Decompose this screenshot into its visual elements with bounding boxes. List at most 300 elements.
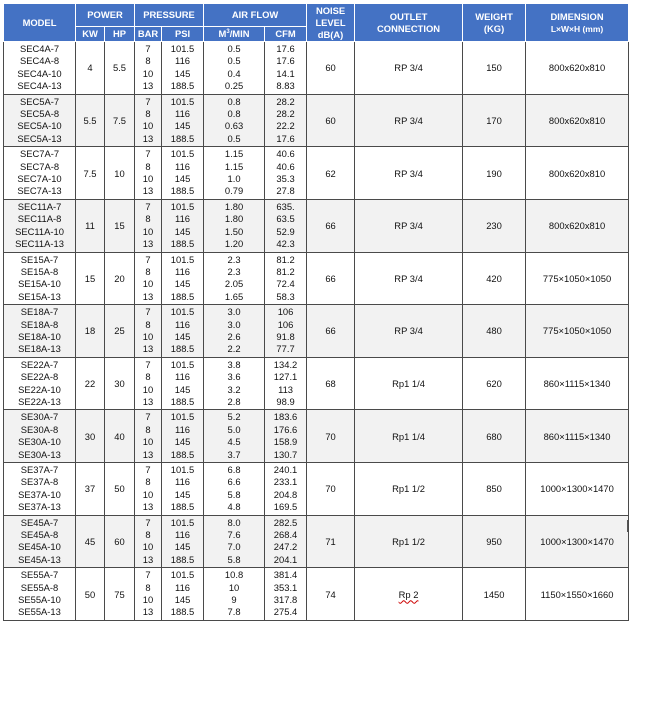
table-body: [4, 42, 629, 621]
noise-level-cell: [307, 94, 355, 147]
weight-cell: [463, 410, 526, 463]
psi-line: 116: [175, 108, 190, 120]
model-line: SEC11A-10: [15, 225, 64, 237]
power-kw-value: 45: [84, 535, 96, 547]
noise-level-value: 60: [325, 62, 336, 74]
air-flow-cfm-line: 81.2: [276, 253, 295, 265]
bar-cell: [135, 568, 162, 621]
power-hp-value: 60: [114, 535, 125, 547]
model-cell: [4, 305, 76, 358]
bar-line: 10: [142, 541, 154, 553]
header-cfm: CFM: [265, 27, 307, 42]
air-flow-cfm-cell: [265, 410, 307, 463]
air-flow-cfm-line: 106: [277, 318, 294, 330]
bar-line: 8: [145, 265, 151, 277]
air-flow-cfm-line: 42.3: [276, 238, 295, 250]
bar-line: 8: [145, 423, 151, 435]
psi-line: 116: [175, 581, 190, 593]
psi-line: 145: [174, 594, 191, 606]
air-flow-m3-line: 3.8: [227, 358, 241, 370]
air-flow-m3-cell: [204, 463, 265, 516]
dimension-cell: [526, 94, 629, 147]
dimension-value: 1000×1300×1470: [540, 483, 614, 495]
model-group-row: [4, 515, 629, 568]
power-hp-cell: [105, 463, 135, 516]
power-hp-value: 30: [114, 378, 125, 390]
weight-value: 1450: [483, 588, 505, 600]
bar-line: 7: [145, 358, 151, 370]
air-flow-m3-cell: [204, 568, 265, 621]
bar-line: 13: [142, 553, 154, 565]
air-flow-m3-cell: [204, 357, 265, 410]
power-hp-cell: [105, 252, 135, 305]
bar-line: 10: [142, 330, 154, 342]
air-flow-m3-line: 8.0: [227, 516, 241, 528]
model-line: SE30A-13: [18, 448, 61, 460]
air-flow-m3-line: 2.3: [227, 253, 241, 265]
model-line: SE55A-10: [18, 594, 61, 606]
air-flow-cfm-line: 381.4: [273, 569, 298, 581]
dimension-cell: [526, 410, 629, 463]
dimension-value: 800x620x810: [548, 220, 606, 232]
air-flow-m3-line: 1.50: [224, 225, 244, 237]
power-kw-cell: [76, 252, 105, 305]
air-flow-cfm-line: 317.8: [273, 594, 298, 606]
header-weight-line-1: WEIGHT: [475, 10, 513, 22]
bar-line: 8: [145, 55, 151, 67]
air-flow-m3-line: 3.7: [227, 448, 241, 460]
power-hp-value: 40: [114, 430, 125, 442]
model-line: SEC7A-10: [17, 173, 62, 185]
air-flow-cfm-line: 28.2: [276, 108, 295, 120]
power-kw-cell: [76, 515, 105, 568]
header-psi: PSI: [162, 27, 204, 42]
air-flow-cfm-line: 52.9: [276, 225, 295, 237]
header-m3-superscript: 3: [226, 28, 230, 35]
air-flow-m3-line: 0.4: [227, 67, 241, 79]
power-hp-cell: [105, 147, 135, 200]
psi-line: 101.5: [170, 358, 195, 370]
power-hp-value: 25: [114, 325, 125, 337]
air-flow-m3-line: 0.5: [227, 43, 241, 54]
air-flow-cfm-line: 169.5: [273, 501, 298, 513]
power-kw-cell: [76, 568, 105, 621]
model-line: SEC11A-13: [15, 238, 64, 250]
model-line: SE18A-10: [18, 330, 61, 342]
noise-level-value: 71: [325, 535, 336, 547]
air-flow-m3-line: 10: [228, 581, 240, 593]
header-weight-line-2: (KG): [483, 22, 505, 34]
weight-value: 230: [486, 220, 502, 232]
bar-line: 8: [145, 213, 151, 225]
model-line: SE45A-8: [20, 529, 59, 541]
outlet-connection-cell: [355, 252, 463, 305]
power-kw-cell: [76, 94, 105, 147]
weight-cell: [463, 147, 526, 200]
power-hp-cell: [105, 94, 135, 147]
bar-cell: [135, 147, 162, 200]
outlet-connection-cell: [355, 568, 463, 621]
weight-cell: [463, 252, 526, 305]
air-flow-m3-line: 5.2: [227, 411, 241, 423]
dimension-cell: [526, 252, 629, 305]
dimension-cell: [526, 515, 629, 568]
air-flow-m3-line: 1.15: [224, 160, 244, 172]
weight-value: 420: [486, 272, 502, 284]
outlet-connection-value: RP 3/4: [394, 220, 423, 232]
psi-cell: [162, 199, 204, 252]
psi-line: 101.5: [170, 43, 195, 54]
bar-cell: [135, 199, 162, 252]
bar-line: 13: [142, 80, 154, 92]
bar-line: 7: [145, 253, 151, 265]
air-flow-cfm-cell: [265, 199, 307, 252]
psi-line: 145: [174, 436, 191, 448]
dimension-value: 1150×1550×1660: [540, 588, 614, 600]
psi-line: 101.5: [170, 569, 195, 581]
power-hp-value: 10: [114, 167, 125, 179]
bar-line: 8: [145, 529, 151, 541]
outlet-connection-cell: [355, 515, 463, 568]
model-line: SE15A-13: [18, 290, 61, 302]
psi-line: 145: [174, 225, 191, 237]
model-line: SEC7A-7: [19, 148, 60, 160]
model-line: SE15A-10: [18, 278, 61, 290]
air-flow-m3-line: 0.5: [227, 55, 241, 67]
model-line: SEC5A-10: [17, 120, 62, 132]
bar-line: 7: [145, 43, 151, 54]
header-noise-line-1: NOISE: [315, 4, 346, 16]
air-flow-cfm-line: 81.2: [276, 265, 295, 277]
power-hp-value: 7.5: [112, 114, 127, 126]
bar-line: 10: [142, 488, 154, 500]
air-flow-cfm-line: 113: [278, 383, 294, 395]
bar-line: 13: [142, 290, 154, 302]
air-flow-cfm-line: 204.8: [273, 488, 298, 500]
bar-cell: [135, 94, 162, 147]
bar-line: 13: [142, 395, 154, 407]
air-flow-cfm-line: 247.2: [273, 541, 298, 553]
model-group-row: [4, 410, 629, 463]
psi-line: 101.5: [170, 411, 195, 423]
bar-line: 10: [142, 120, 154, 132]
air-flow-m3-line: 3.2: [227, 383, 241, 395]
outlet-connection-value: RP 3/4: [394, 325, 423, 337]
power-hp-value: 75: [114, 588, 125, 600]
psi-cell: [162, 147, 204, 200]
bar-line: 7: [145, 95, 151, 107]
noise-level-cell: [307, 252, 355, 305]
dimension-value: 800x620x810: [548, 167, 606, 179]
model-line: SEC5A-8: [19, 108, 60, 120]
outlet-connection-value: RP 3/4: [394, 114, 423, 126]
model-cell: [4, 515, 76, 568]
header-outlet-connection: [355, 4, 463, 42]
psi-line: 116: [175, 371, 190, 383]
model-line: SE37A-10: [18, 488, 61, 500]
psi-line: 188.5: [170, 448, 195, 460]
bar-cell: [135, 42, 162, 95]
bar-line: 10: [142, 594, 154, 606]
air-flow-cfm-line: 27.8: [276, 185, 295, 197]
dimension-cell: [526, 568, 629, 621]
air-flow-cfm-line: 77.7: [276, 343, 295, 355]
air-flow-cfm-line: 635.: [276, 200, 295, 212]
outlet-connection-cell: [355, 305, 463, 358]
air-flow-cfm-line: 275.4: [273, 606, 298, 618]
air-flow-cfm-line: 14.1: [276, 67, 295, 79]
bar-line: 13: [142, 606, 154, 618]
psi-line: 188.5: [170, 501, 195, 513]
air-flow-cfm-cell: [265, 568, 307, 621]
bar-line: 8: [145, 371, 151, 383]
psi-cell: [162, 410, 204, 463]
model-line: SEC7A-8: [19, 160, 60, 172]
header-noise-level: [307, 4, 355, 42]
power-kw-value: 50: [84, 588, 96, 600]
air-flow-m3-line: 9: [231, 594, 237, 606]
outlet-connection-cell: [355, 357, 463, 410]
model-line: SEC4A-8: [19, 55, 60, 67]
dimension-value: 800x620x810: [548, 62, 606, 74]
power-kw-cell: [76, 147, 105, 200]
weight-cell: [463, 568, 526, 621]
weight-cell: [463, 515, 526, 568]
model-line: SEC4A-13: [17, 80, 62, 92]
model-line: SEC4A-10: [17, 67, 62, 79]
psi-line: 188.5: [170, 553, 195, 565]
header-outlet-line-1: OUTLET: [389, 10, 428, 22]
model-cell: [4, 252, 76, 305]
model-group-row: [4, 463, 629, 516]
model-group-row: [4, 305, 629, 358]
air-flow-m3-line: 3.0: [227, 306, 241, 318]
model-group-row: [4, 42, 629, 95]
weight-cell: [463, 42, 526, 95]
air-flow-cfm-cell: [265, 94, 307, 147]
model-line: SE22A-13: [18, 395, 61, 407]
noise-level-cell: [307, 42, 355, 95]
weight-value: 620: [486, 378, 502, 390]
noise-level-value: 70: [325, 483, 336, 495]
model-line: SE22A-8: [20, 371, 59, 383]
air-flow-m3-line: 6.6: [227, 476, 241, 488]
model-line: SE55A-13: [18, 606, 61, 618]
noise-level-value: 66: [325, 272, 336, 284]
bar-line: 7: [145, 516, 151, 528]
bar-cell: [135, 515, 162, 568]
model-line: SE45A-10: [18, 541, 61, 553]
power-kw-cell: [76, 199, 105, 252]
model-line: SEC4A-7: [19, 43, 60, 54]
model-line: SE18A-8: [20, 318, 59, 330]
power-hp-cell: [105, 568, 135, 621]
noise-level-value: 68: [325, 378, 336, 390]
noise-level-cell: [307, 305, 355, 358]
power-kw-value: 15: [84, 272, 96, 284]
power-kw-cell: [76, 463, 105, 516]
psi-cell: [162, 568, 204, 621]
power-kw-value: 5.5: [83, 114, 97, 126]
model-line: SE37A-7: [20, 464, 59, 475]
air-flow-m3-line: 4.5: [227, 436, 241, 448]
air-flow-cfm-line: 63.5: [276, 213, 295, 225]
air-flow-cfm-cell: [265, 463, 307, 516]
air-flow-m3-line: 5.0: [227, 423, 241, 435]
psi-line: 116: [175, 318, 190, 330]
bar-line: 8: [145, 318, 151, 330]
air-flow-cfm-line: 35.3: [276, 173, 295, 185]
psi-line: 116: [175, 476, 190, 488]
air-flow-m3-cell: [204, 147, 265, 200]
weight-value: 480: [486, 325, 502, 337]
air-flow-m3-line: 1.15: [224, 148, 244, 160]
compressor-spec-table: [3, 3, 629, 621]
bar-line: 13: [142, 185, 154, 197]
air-flow-m3-line: 0.25: [224, 80, 244, 92]
model-group-row: [4, 568, 629, 621]
weight-value: 190: [486, 167, 502, 179]
psi-cell: [162, 42, 204, 95]
psi-line: 145: [174, 173, 191, 185]
outlet-connection-cell: [355, 94, 463, 147]
outlet-connection-cell: [355, 199, 463, 252]
noise-level-cell: [307, 147, 355, 200]
weight-value: 850: [486, 483, 502, 495]
header-dimension-line-1: DIMENSION: [550, 10, 604, 22]
noise-level-value: 62: [325, 167, 336, 179]
air-flow-m3-line: 1.80: [224, 200, 244, 212]
air-flow-m3-cell: [204, 94, 265, 147]
noise-level-value: 66: [325, 325, 336, 337]
model-group-row: [4, 147, 629, 200]
model-line: SE15A-8: [20, 265, 59, 277]
air-flow-m3-line: 2.2: [227, 343, 241, 355]
psi-line: 188.5: [170, 80, 195, 92]
power-kw-value: 11: [85, 220, 95, 232]
spec-sheet: [3, 3, 629, 621]
air-flow-m3-line: 0.5: [227, 132, 241, 144]
air-flow-cfm-line: 204.1: [273, 553, 298, 565]
psi-line: 188.5: [170, 185, 195, 197]
header-m3-unit: /MIN: [229, 28, 250, 39]
model-line: SEC11A-7: [17, 200, 62, 212]
bar-line: 8: [145, 476, 151, 488]
model-line: SE30A-8: [20, 423, 59, 435]
air-flow-cfm-cell: [265, 357, 307, 410]
outlet-connection-cell: [355, 147, 463, 200]
model-line: SE22A-10: [18, 383, 61, 395]
model-line: SE30A-10: [18, 436, 61, 448]
header-pressure: PRESSURE: [135, 4, 204, 27]
psi-line: 116: [175, 213, 190, 225]
dimension-cell: [526, 357, 629, 410]
air-flow-cfm-line: 240.1: [273, 464, 298, 475]
psi-line: 101.5: [170, 200, 195, 212]
air-flow-cfm-line: 91.8: [276, 330, 295, 342]
bar-cell: [135, 305, 162, 358]
dimension-cell: [526, 42, 629, 95]
noise-level-cell: [307, 410, 355, 463]
model-group-row: [4, 199, 629, 252]
air-flow-m3-line: 1.80: [224, 213, 244, 225]
dimension-value: 800x620x810: [548, 114, 606, 126]
header-dimension: [526, 4, 629, 42]
air-flow-m3-cell: [204, 42, 265, 95]
bar-cell: [135, 357, 162, 410]
model-line: SE55A-8: [20, 581, 59, 593]
power-kw-value: 37: [84, 483, 96, 495]
outlet-connection-value: Rp 2: [398, 588, 419, 600]
air-flow-m3-line: 2.8: [227, 395, 241, 407]
power-kw-value: 4: [87, 62, 93, 74]
psi-line: 145: [174, 278, 191, 290]
air-flow-m3-cell: [204, 305, 265, 358]
outlet-connection-value: Rp1 1/4: [392, 430, 425, 442]
model-cell: [4, 42, 76, 95]
model-cell: [4, 94, 76, 147]
header-model: MODEL: [4, 4, 76, 42]
outlet-connection-cell: [355, 410, 463, 463]
air-flow-m3-line: 1.20: [224, 238, 244, 250]
power-hp-value: 15: [114, 220, 125, 232]
air-flow-m3-line: 2.3: [227, 265, 241, 277]
air-flow-m3-cell: [204, 410, 265, 463]
power-hp-value: 50: [114, 483, 125, 495]
model-group-row: [4, 252, 629, 305]
outlet-connection-value: Rp1 1/4: [392, 378, 425, 390]
air-flow-cfm-line: 282.5: [273, 516, 298, 528]
power-kw-cell: [76, 42, 105, 95]
dimension-value: 1000×1300×1470: [540, 535, 614, 547]
air-flow-cfm-line: 353.1: [273, 581, 298, 593]
air-flow-m3-line: 7.8: [227, 606, 241, 618]
air-flow-m3-cell: [204, 199, 265, 252]
power-hp-cell: [105, 410, 135, 463]
bar-line: 10: [142, 225, 154, 237]
weight-cell: [463, 94, 526, 147]
model-line: SEC7A-13: [17, 185, 62, 197]
air-flow-cfm-line: 127.1: [273, 371, 298, 383]
model-line: SE37A-13: [18, 501, 61, 513]
noise-level-value: 70: [325, 430, 336, 442]
air-flow-m3-line: 3.0: [227, 318, 241, 330]
outlet-connection-value: RP 3/4: [394, 272, 423, 284]
page-edge-mark: [627, 520, 628, 532]
dimension-value: 860×1115×1340: [543, 378, 611, 390]
psi-line: 145: [174, 120, 191, 132]
model-cell: [4, 463, 76, 516]
psi-line: 145: [174, 541, 191, 553]
header-noise-line-3: dB(A): [317, 28, 344, 40]
bar-line: 7: [145, 411, 151, 423]
header-kw: KW: [76, 27, 105, 42]
psi-line: 101.5: [170, 464, 195, 475]
air-flow-m3-line: 4.8: [227, 501, 241, 513]
air-flow-cfm-cell: [265, 305, 307, 358]
dimension-cell: [526, 305, 629, 358]
air-flow-cfm-line: 28.2: [276, 95, 295, 107]
air-flow-m3-line: 2.05: [224, 278, 244, 290]
air-flow-cfm-line: 158.9: [273, 436, 298, 448]
bar-line: 10: [142, 173, 154, 185]
header-hp: HP: [105, 27, 135, 42]
bar-line: 13: [142, 132, 154, 144]
psi-line: 116: [175, 265, 190, 277]
bar-line: 7: [145, 306, 151, 318]
air-flow-cfm-line: 130.7: [273, 448, 298, 460]
bar-line: 10: [142, 436, 154, 448]
